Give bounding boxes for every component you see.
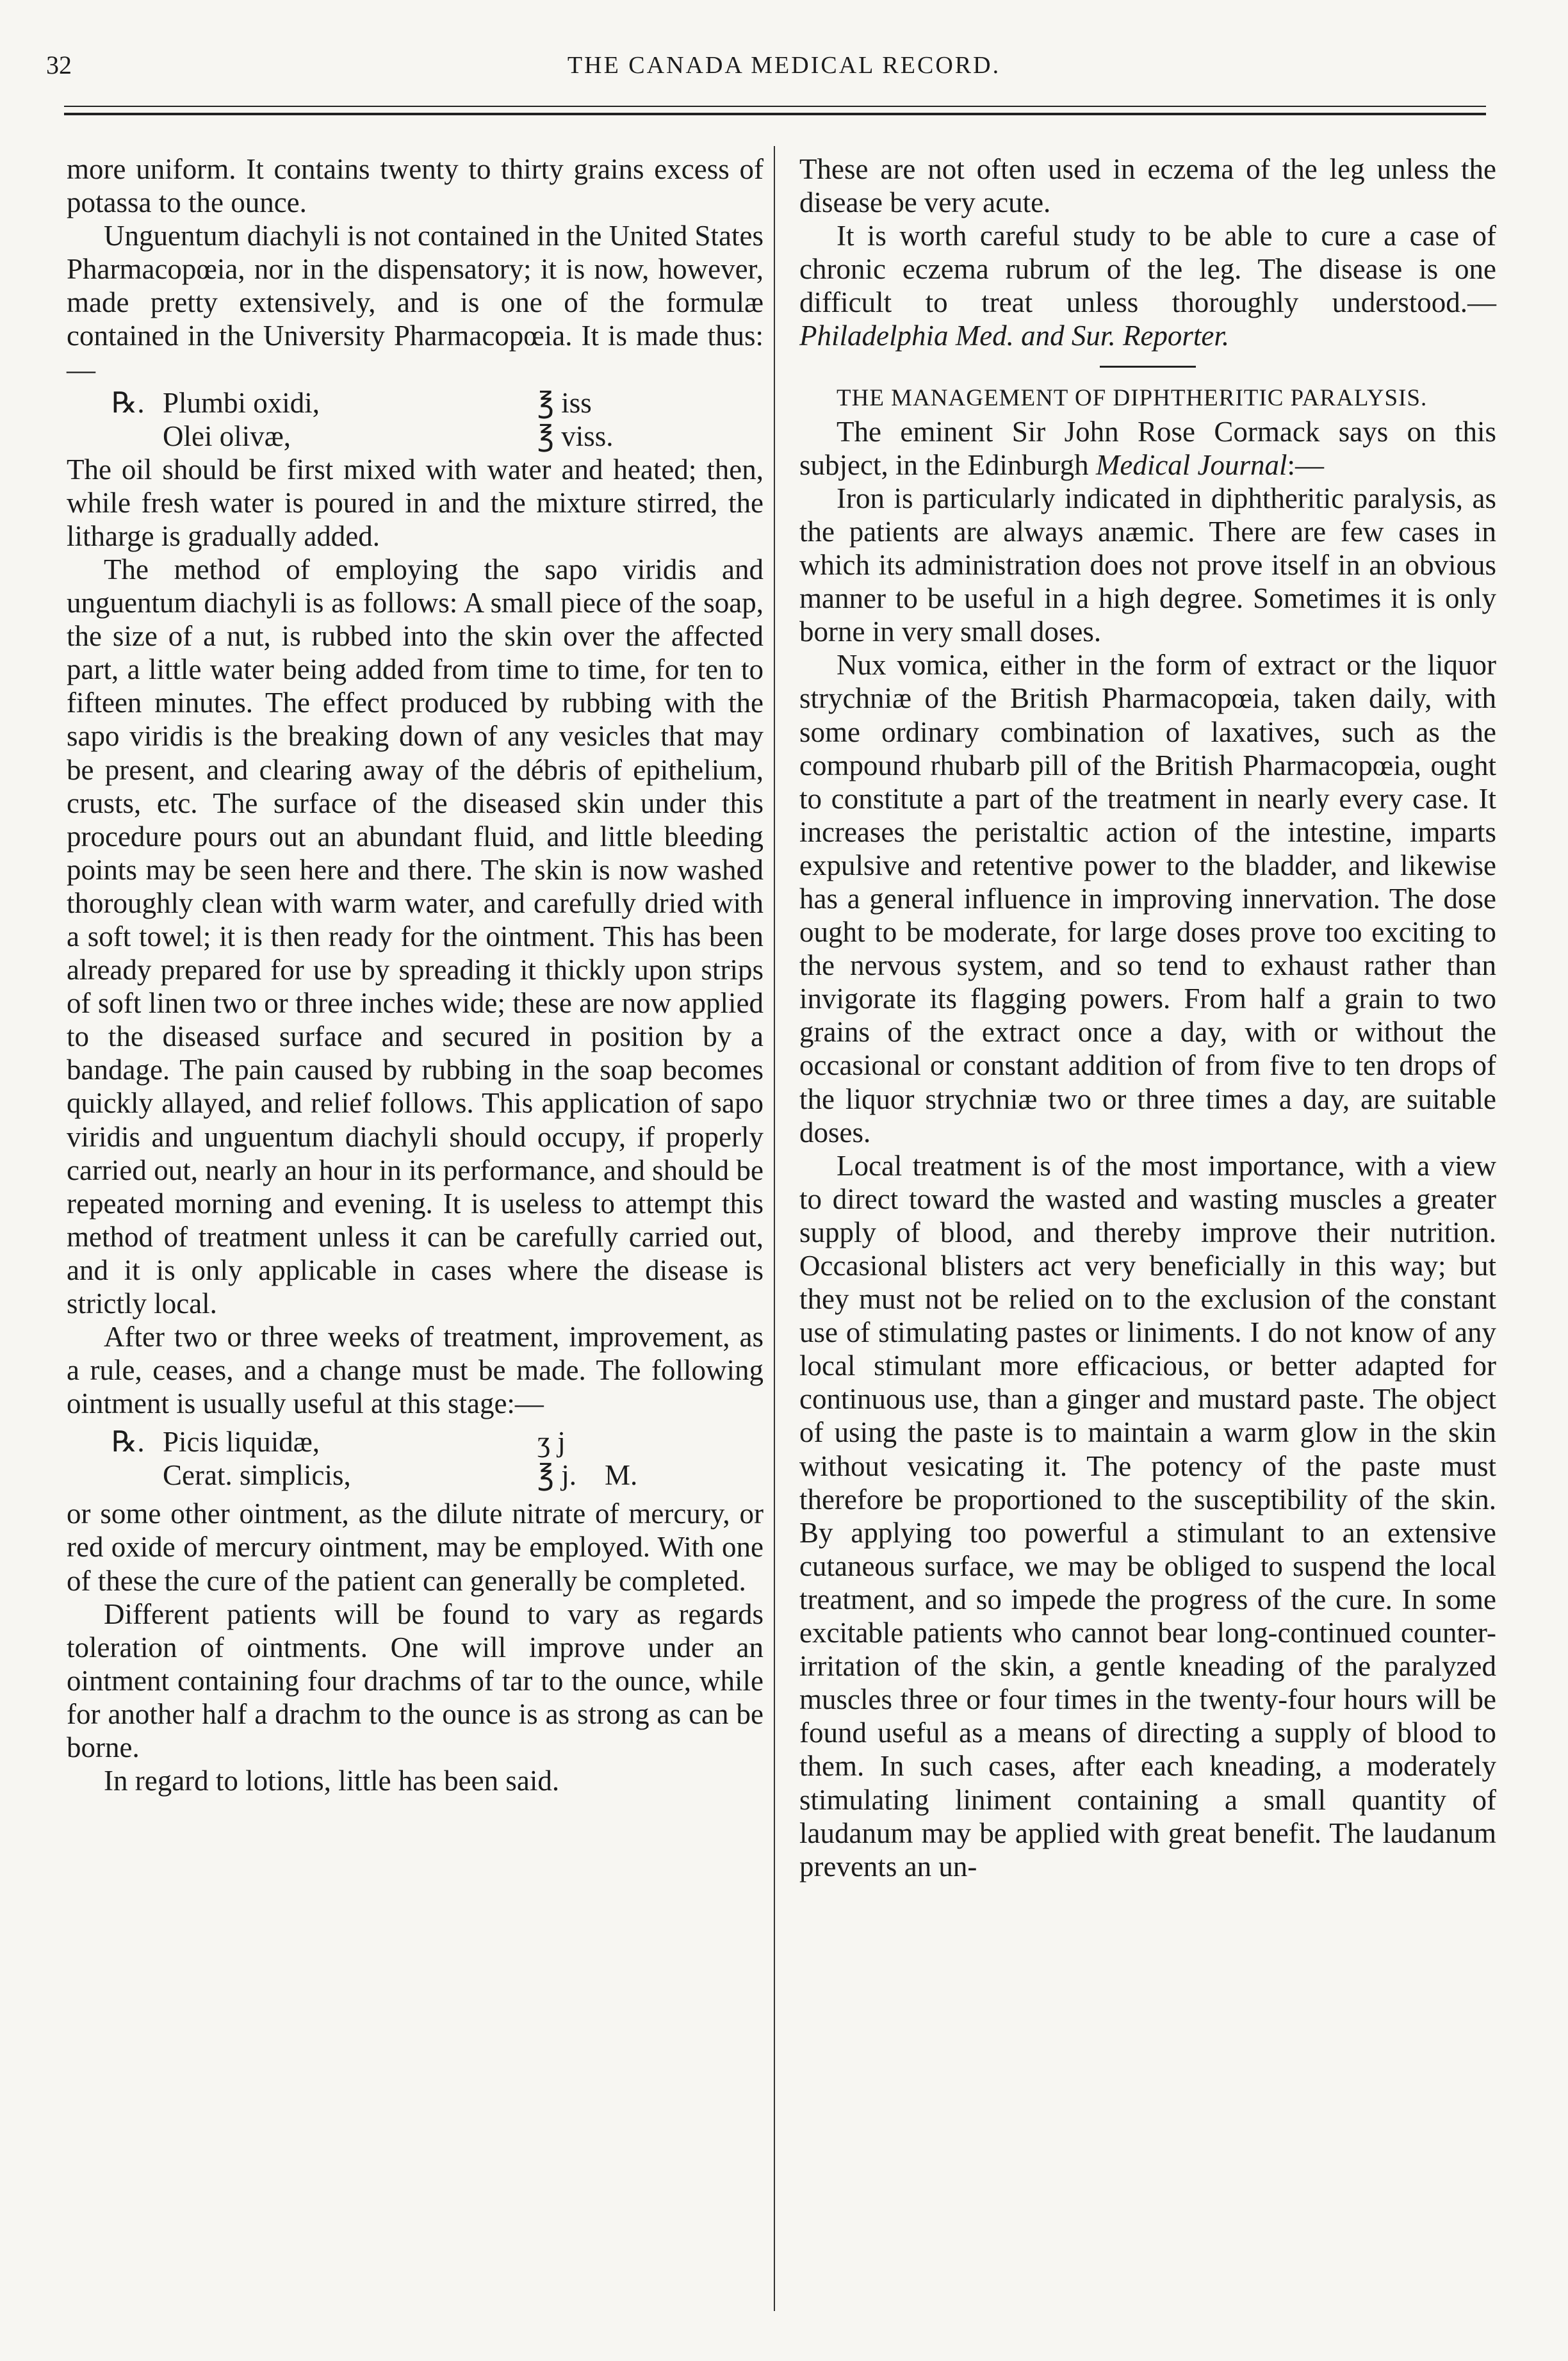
- paragraph-text: The eminent Sir John Rose Cormack says on this subject, in the Edinburgh: [799, 415, 1496, 481]
- paragraph: In regard to lotions, little has been said.: [104, 1765, 560, 1797]
- prescription-formula: [67, 386, 764, 453]
- rx-ingredient: Cerat. simplicis,: [163, 1459, 351, 1492]
- paragraph: Local treatment is of the most importance, with a view to direct toward the wasted and wasting muscles a greater supply of blood, and thereby improve their nutrition. Occasional blisters act very beneficially in this way; but they must not be relied on to the exclusion of the constant use of stimulating pastes or liniments. I do not know of any local stimulant more efficacious, or better adapted for continuous use, than a ginger and mustard paste. The object of using the paste is to maintain a warm glow in the skin without vesicating it. The potency of the paste must therefore be proportioned to the susceptibility of the skin. By applying too powerful a stimulant to an extensive cutaneous surface, we may be obliged to suspend the local treatment, and so impede the progress of the cure. In some excitable patients who cannot bear long-continued counter-irritation of the skin, a gentle kneading of the paralyzed muscles three or four times in the twenty-four hours will be found useful as a means of directing a supply of blood to them. In such cases, after each kneading, a moderately stimulating liniment containing a small quantity of laudanum may be applied with great benefit. The laudanum prevents an un-: [799, 1149, 1496, 1883]
- source-citation: Philadelphia Med. and Sur. Reporter.: [799, 320, 1230, 352]
- paragraph: After two or three weeks of treatment, improvement, as a rule, ceases, and a change must be made. The following ointment is usually useful at this stage:—: [67, 1321, 764, 1420]
- recipe-symbol: ℞.: [111, 386, 145, 419]
- rx-dose: ℥ j.: [537, 1459, 576, 1492]
- paragraph: or some other ointment, as the dilute nitrate of mercury, or red oxide of mercury ointment, may be employed. With one of these the cure of the patient can generally be completed.: [67, 1498, 764, 1597]
- paragraph: Different patients will be found to vary as regards toleration of ointments. One will improve under an ointment containing four drachms of tar to the ounce, while for another half a drachm to the ounce is as strong as can be borne.: [67, 1597, 764, 1764]
- rx-dose: ʒ j: [537, 1426, 566, 1458]
- paragraph: Unguentum diachyli is not contained in the United States Pharmacopœia, nor in the dispensatory; it is now, however, made pretty extensively, and is one of the formulæ contained in the University Pharmacopœia. It is made thus:—: [67, 220, 764, 386]
- right-column: [799, 152, 1496, 1883]
- rx-misce-sign: M.: [605, 1459, 638, 1492]
- section-heading: THE MANAGEMENT OF DIPHTHERITIC PARALYSIS.: [837, 384, 1428, 411]
- paragraph: more uniform. It contains twenty to thirty grains excess of potassa to the ounce.: [67, 153, 764, 219]
- rx-dose: ℥ viss.: [537, 420, 614, 452]
- header-rule-thick: [64, 113, 1486, 115]
- recipe-symbol: ℞.: [111, 1426, 145, 1458]
- rx-ingredient: Olei olivæ,: [163, 420, 291, 452]
- section-divider: [1100, 366, 1196, 368]
- paragraph: The oil should be first mixed with water and heated; then, while fresh water is poured in and the mixture stirred, the litharge is gradually added.: [67, 453, 764, 552]
- paragraph: These are not often used in eczema of the leg unless the disease be very acute.: [799, 153, 1496, 219]
- rx-dose: ℥ iss: [537, 386, 592, 419]
- rx-ingredient: Picis liquidæ,: [163, 1426, 320, 1458]
- column-divider: [774, 146, 775, 2311]
- left-column: [67, 152, 764, 1797]
- running-title: THE CANADA MEDICAL RECORD.: [567, 52, 1001, 79]
- paragraph: [799, 219, 1496, 352]
- rx-ingredient: Plumbi oxidi,: [163, 386, 320, 419]
- paragraph: The method of employing the sapo viridis and unguentum diachyli is as follows: A small piece of the soap, the size of a nut, is rubbed into the skin over the affected part, a little water being added from time to time, for ten to fifteen minutes. The effect produced by rubbing with the sapo viridis is the breaking down of any vesicles that may be present, and clearing away of the débris of epithelium, crusts, etc. The surface of the diseased skin under this procedure pours out an abundant fluid, and little bleeding points may be seen here and there. The skin is now washed thoroughly clean with warm water, and carefully dried with a soft towel; it is then ready for the ointment. This has been already prepared for use by spreading it thickly upon strips of soft linen two or three inches wide; these are now applied to the diseased surface and secured in position by a bandage. The pain caused by rubbing in the soap becomes quickly allayed, and relief follows. This application of sapo viridis and unguentum diachyli should occupy, if properly carried out, nearly an hour in its performance, and should be repeated morning and evening. It is useless to attempt this method of treatment unless it can be carefully carried out, and it is only applicable in cases where the disease is strictly local.: [67, 553, 764, 1319]
- paragraph-text: :—: [1287, 448, 1325, 481]
- paragraph: Nux vomica, either in the form of extract or the liquor strychniæ of the British Pharmacopœia, taken daily, with some ordinary combination of laxatives, such as the compound rhubarb pill of the British Pharmacopœia, ought to constitute a part of the treatment in nearly every case. It increases the peristaltic action of the intestine, imparts expulsive and retentive power to the bladder, and likewise has a general influence in improving innervation. The dose ought to be moderate, for large doses prove too exciting to the nervous system, and so tend to exhaust rather than invigorate its flagging powers. From half a grain to two grains of the extract once a day, with or without the occasional or constant addition of from five to ten drops of the liquor strychniæ two or three times a day, are suitable doses.: [799, 649, 1496, 1148]
- paragraph: Iron is particularly indicated in diphtheritic paralysis, as the patients are always anæmic. There are few cases in which its administration does not prove itself in an obvious manner to be useful in a high degree. Sometimes it is only borne in very small doses.: [799, 482, 1496, 648]
- paragraph: [799, 415, 1496, 482]
- header-rule: [64, 106, 1486, 107]
- prescription-formula: [67, 1425, 764, 1492]
- page-number: 32: [46, 51, 72, 79]
- journal-title: Medical Journal: [1095, 448, 1287, 481]
- paragraph-text: It is worth careful study to be able to cure a case of chronic eczema rubrum of the leg. The disease is one difficult to treat unless thoroughly understood.—: [799, 220, 1496, 319]
